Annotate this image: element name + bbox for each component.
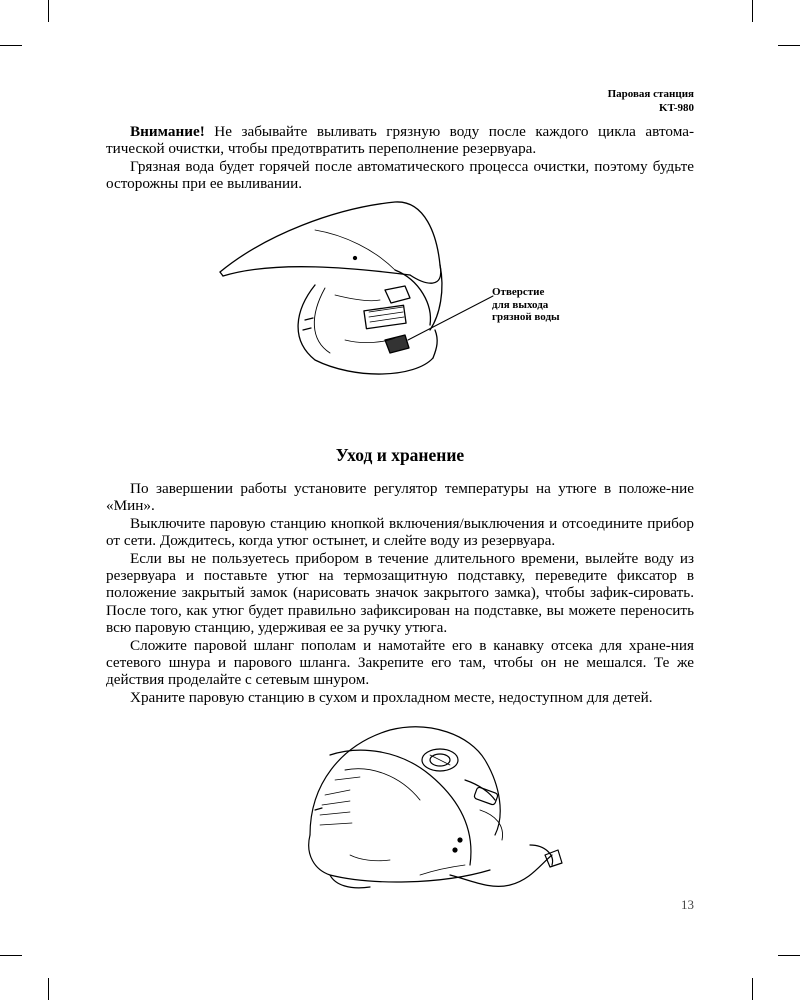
header-model: KT-980: [658, 102, 694, 114]
care-paragraph: Храните паровую станцию в сухом и прохладном месте, недоступном для детей.: [130, 688, 653, 706]
care-instructions: [106, 480, 694, 706]
care-paragraph: Если вы не пользуетесь прибором в течение длительного времени, вылейте воду из резервуара и поставьте утюг на термозащитную подставку, переведите фиксатор в положение закрытый замок (нарисовать значок закрытого замка), чтобы зафик-сировать. После того, как утюг будет правильно зафиксирован на подставке, вы можете переносить всю паровую станцию, удерживая ее за ручку утюга.: [106, 549, 694, 637]
section-title: Уход и хранение: [335, 445, 465, 465]
header-title: Паровая станция: [607, 88, 694, 100]
crop-mark: [752, 0, 753, 22]
warning-label: Внимание!: [130, 123, 205, 140]
care-paragraph: Сложите паровой шланг пополам и намотайте его в канавку отсека для хране-ния сетевого шнура и парового шланга. Закрепите его там, чтобы он не мешался. Те же действия проделайте с сетевым шнуром.: [106, 636, 694, 689]
steam-station-illustration: [290, 715, 565, 905]
care-paragraph: Выключите паровую станцию кнопкой включения/выключения и отсоедините прибор от сети. Дождитесь, когда утюг остынет, и слейте воду из резервуара.: [106, 514, 694, 550]
hot-water-paragraph: Грязная вода будет горячей после автоматического процесса очистки, поэтому будьте осторожны при ее выливании.: [106, 157, 694, 193]
warning-text: Не забывайте выливать грязную воду после каждого цикла автома-тической очистки, чтобы предотвратить переполнение резервуара.: [106, 123, 694, 158]
crop-mark: [48, 978, 49, 1000]
crop-mark: [752, 978, 753, 1000]
crop-mark: [0, 45, 22, 46]
callout-line: для выхода: [492, 298, 549, 311]
crop-mark: [778, 955, 800, 956]
crop-mark: [48, 0, 49, 22]
crop-mark: [0, 955, 22, 956]
warning-paragraph: [106, 123, 694, 158]
care-paragraph: По завершении работы установите регулятор температуры на утюге в положе-ние «Мин».: [106, 480, 694, 515]
callout-line: грязной воды: [492, 311, 560, 323]
callout-line: Отверстие: [492, 286, 545, 298]
running-header: [608, 87, 694, 115]
warning-block: [106, 123, 694, 193]
page-number: 13: [681, 897, 694, 912]
outlet-callout: [492, 286, 560, 324]
crop-mark: [778, 45, 800, 46]
